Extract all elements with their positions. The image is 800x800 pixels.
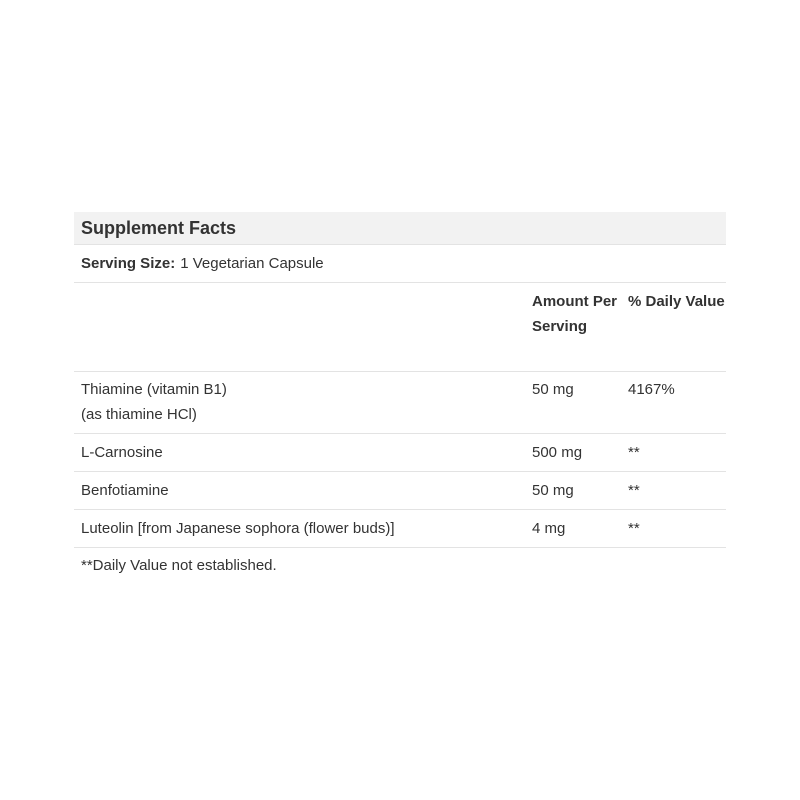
nutrient-daily-value: **: [628, 443, 640, 461]
nutrient-name: [74, 371, 532, 433]
table-row: [74, 371, 726, 433]
nutrient-name: Luteolin [from Japanese sophora (flower buds)]: [81, 519, 395, 537]
header-name-cell: [74, 283, 532, 371]
header-amount: Amount Per Serving: [532, 293, 618, 335]
table-row: [74, 509, 726, 547]
nutrient-amount: 50 mg: [532, 380, 574, 398]
table-row: [74, 471, 726, 509]
serving-size-row: [74, 245, 726, 283]
nutrient-amount: 500 mg: [532, 443, 583, 461]
nutrient-daily-value: **: [628, 481, 640, 499]
nutrient-daily-value: **: [628, 519, 640, 537]
table-header-row: [74, 283, 726, 371]
footnote: **Daily Value not established.: [81, 556, 277, 574]
nutrient-daily-value: 4167%: [628, 380, 675, 398]
serving-size-label: Serving Size:: [81, 255, 176, 272]
table-row: [74, 433, 726, 471]
title-bar: [74, 212, 726, 245]
facts-table: [74, 283, 726, 548]
nutrient-name-subline: (as thiamine HCl): [81, 405, 197, 423]
nutrient-name-line: Thiamine (vitamin B1): [81, 380, 227, 398]
serving-size-value: 1 Vegetarian Capsule: [180, 255, 324, 272]
nutrient-amount: 50 mg: [532, 481, 574, 499]
supplement-facts-panel: [74, 212, 726, 577]
nutrient-name: Benfotiamine: [81, 481, 169, 499]
header-daily-value: % Daily Value: [628, 293, 725, 310]
nutrient-name: L-Carnosine: [81, 443, 163, 461]
panel-title: Supplement Facts: [81, 217, 237, 238]
nutrient-amount: 4 mg: [532, 519, 566, 537]
